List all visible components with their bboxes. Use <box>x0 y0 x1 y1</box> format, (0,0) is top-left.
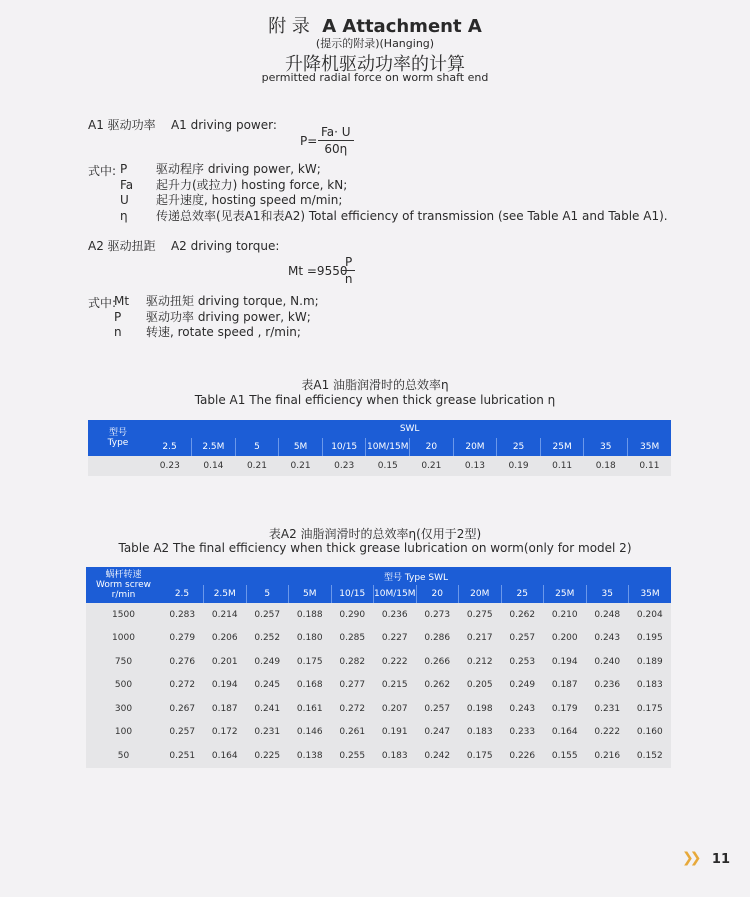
table-a1-col-header: 10M/15M <box>366 438 410 456</box>
table-a1-cell: 0.23 <box>322 456 366 476</box>
a1-formula-num: Fa· U <box>318 125 354 141</box>
table-a2-cell: 0.243 <box>586 627 629 651</box>
a1-formula-lhs: P= <box>300 134 318 148</box>
table-a1-col-header: 10/15 <box>322 438 366 456</box>
title-cn: 附 录 <box>268 16 310 37</box>
table-a2-col-header: 35M <box>629 585 672 603</box>
table-a2-cell: 0.257 <box>501 627 544 651</box>
a1-def: Fa 起升力(或拉力) hosting force, kN; <box>120 177 348 192</box>
a2-heading-cn: A2 驱动扭距 <box>88 239 156 253</box>
table-a2-cell: 0.273 <box>416 603 459 627</box>
table-a2-cell: 0.242 <box>416 744 459 768</box>
table-a2-cell: 0.241 <box>246 697 289 721</box>
table-a1-cell: 0.14 <box>192 456 236 476</box>
table-a1-cell: 0.18 <box>584 456 628 476</box>
table-a1-col-header: 5 <box>235 438 279 456</box>
table-row <box>86 650 671 674</box>
table-a1-cell: 0.11 <box>628 456 672 476</box>
table-a2-cell: 0.247 <box>416 721 459 745</box>
table-a2-cell: 0.175 <box>629 697 672 721</box>
table-a2-cell: 0.240 <box>586 650 629 674</box>
table-row <box>86 674 671 698</box>
table-a2-cell: 0.138 <box>289 744 332 768</box>
table-a2-cell: 0.200 <box>544 627 587 651</box>
table-row <box>86 627 671 651</box>
table-a2-cell: 0.205 <box>459 674 502 698</box>
table-a2-cell: 0.266 <box>416 650 459 674</box>
a1-def: η 传递总效率(见表A1和表A2) Total efficiency of transmission (see Table A1 and Table A1). <box>120 208 668 223</box>
table-a2-cell: 0.249 <box>501 674 544 698</box>
table-a2-cell: 0.253 <box>501 650 544 674</box>
table-a2-cell: 0.214 <box>204 603 247 627</box>
table-a1-cell: 0.23 <box>148 456 192 476</box>
table-row <box>86 603 671 627</box>
table-a2-col-header: 2.5M <box>204 585 247 603</box>
a2-formula-num: P <box>342 255 355 271</box>
table-a2-cell: 0.172 <box>204 721 247 745</box>
table-a2-cell: 0.195 <box>629 627 672 651</box>
table-a2-cell: 0.183 <box>374 744 417 768</box>
a1-def: P 驱动程序 driving power, kW; <box>120 162 321 176</box>
table-a1 <box>88 420 671 476</box>
table-a2-speed-cell: 750 <box>86 650 161 674</box>
table-a2-cell: 0.257 <box>246 603 289 627</box>
table-a2-cell: 0.164 <box>204 744 247 768</box>
table-a2-col-header: 25 <box>501 585 544 603</box>
a1-intro: 式中: <box>88 164 117 178</box>
table-a2-cell: 0.212 <box>459 650 502 674</box>
a2-intro: 式中: <box>88 296 117 310</box>
table-a2-cell: 0.290 <box>331 603 374 627</box>
table-a2-cell: 0.255 <box>331 744 374 768</box>
table-a2-cell: 0.175 <box>289 650 332 674</box>
table-a2-cell: 0.257 <box>161 721 204 745</box>
table-a2-cell: 0.279 <box>161 627 204 651</box>
a2-formula-lhs: Mt =9550 <box>288 264 348 278</box>
table-a2-cell: 0.189 <box>629 650 672 674</box>
subtitle: (提示的附录)(Hanging) <box>315 37 435 50</box>
table-a2-cell: 0.207 <box>374 697 417 721</box>
table-a2-cell: 0.272 <box>331 697 374 721</box>
a1-formula-den: 60η <box>324 142 348 156</box>
table-a1-caption-cn: 表A1 油脂润滑时的总效率η <box>301 378 449 392</box>
table-a2-cell: 0.180 <box>289 627 332 651</box>
table-a2-cell: 0.146 <box>289 721 332 745</box>
table-a2-cell: 0.191 <box>374 721 417 745</box>
a1-formula-fraction <box>318 125 354 156</box>
table-a2-cell: 0.283 <box>161 603 204 627</box>
table-a1-col-header: 20M <box>453 438 497 456</box>
calc-title: 升降机驱动功率的计算 <box>285 54 465 75</box>
table-a2-cell: 0.152 <box>629 744 672 768</box>
table-a2-cell: 0.168 <box>289 674 332 698</box>
table-row <box>86 744 671 768</box>
table-a2-cell: 0.231 <box>246 721 289 745</box>
table-a2-cell: 0.286 <box>416 627 459 651</box>
table-a2-cell: 0.231 <box>586 697 629 721</box>
table-a2-cell: 0.222 <box>374 650 417 674</box>
title-en: A Attachment A <box>322 16 482 37</box>
table-a1-caption-en: Table A1 The final efficiency when thick grease lubrication η <box>194 393 556 407</box>
table-a2-cell: 0.282 <box>331 650 374 674</box>
table-a2-cell: 0.267 <box>161 697 204 721</box>
table-a1-col-header: 25M <box>540 438 584 456</box>
a1-def: U 起升速度, hosting speed m/min; <box>120 193 343 207</box>
a2-heading <box>88 237 279 254</box>
table-a1-cell: 0.15 <box>366 456 410 476</box>
table-a2-cell: 0.251 <box>161 744 204 768</box>
table-a2-cell: 0.187 <box>544 674 587 698</box>
page-number: 11 <box>711 852 730 867</box>
table-a2-cell: 0.216 <box>586 744 629 768</box>
table-a2-cell: 0.161 <box>289 697 332 721</box>
table-a2-speed-cell: 500 <box>86 674 161 698</box>
table-a1-cell: 0.11 <box>540 456 584 476</box>
table-a2-cell: 0.262 <box>501 603 544 627</box>
table-a2-speed-cell: 1500 <box>86 603 161 627</box>
table-a2-cell: 0.236 <box>374 603 417 627</box>
table-a2-cell: 0.257 <box>416 697 459 721</box>
table-a2-cell: 0.245 <box>246 674 289 698</box>
table-a2 <box>86 567 671 768</box>
table-a2-cell: 0.272 <box>161 674 204 698</box>
table-a2-cell: 0.233 <box>501 721 544 745</box>
table-a2-cell: 0.276 <box>161 650 204 674</box>
table-a2-col-header: 10M/15M <box>374 585 417 603</box>
table-a2-cell: 0.249 <box>246 650 289 674</box>
table-a2-cell: 0.217 <box>459 627 502 651</box>
table-a2-cell: 0.248 <box>586 603 629 627</box>
a2-heading-en: A2 driving torque: <box>170 239 280 253</box>
table-a2-cell: 0.175 <box>459 744 502 768</box>
table-a2-cell: 0.206 <box>204 627 247 651</box>
a2-formula-den: n <box>344 272 353 286</box>
table-a2-cell: 0.227 <box>374 627 417 651</box>
a2-def: P 驱动功率 driving power, kW; <box>114 309 311 324</box>
table-a2-col-header: 5 <box>246 585 289 603</box>
table-a1-type-label: 型号 Type <box>88 420 148 456</box>
table-a1-empty-cell <box>88 456 148 476</box>
table-a2-cell: 0.183 <box>629 674 672 698</box>
table-a2-speed-cell: 100 <box>86 721 161 745</box>
table-a2-cell: 0.285 <box>331 627 374 651</box>
table-a2-caption-en: Table A2 The final efficiency when thick grease lubrication on worm(only for model 2) <box>118 541 632 555</box>
table-a2-col-header: 20 <box>416 585 459 603</box>
table-a1-col-header: 35M <box>628 438 672 456</box>
table-a1-cell: 0.19 <box>497 456 541 476</box>
table-a2-cell: 0.187 <box>204 697 247 721</box>
table-a1-cell: 0.13 <box>453 456 497 476</box>
table-a2-group-header: 型号 Type SWL <box>161 567 671 585</box>
table-a2-col-header: 20M <box>459 585 502 603</box>
table-a2-speed-cell: 50 <box>86 744 161 768</box>
table-a2-cell: 0.222 <box>586 721 629 745</box>
a1-heading-en: A1 driving power: <box>170 118 277 132</box>
table-a2-cell: 0.198 <box>459 697 502 721</box>
a2-formula-fraction <box>342 255 355 286</box>
a1-heading <box>88 116 277 133</box>
table-a2-col-header: 10/15 <box>331 585 374 603</box>
table-a2-caption-cn: 表A2 油脂润滑时的总效率η(仅用于2型) <box>268 527 482 541</box>
table-a1-col-header: 5M <box>279 438 323 456</box>
table-a2-cell: 0.225 <box>246 744 289 768</box>
table-a2-cell: 0.262 <box>416 674 459 698</box>
table-a2-cell: 0.164 <box>544 721 587 745</box>
table-row <box>86 721 671 745</box>
table-a2-col-header: 25M <box>544 585 587 603</box>
table-a2-speed-cell: 1000 <box>86 627 161 651</box>
table-a1-col-header: 25 <box>497 438 541 456</box>
table-a2-cell: 0.194 <box>544 650 587 674</box>
calc-subtitle: permitted radial force on worm shaft end <box>261 71 489 84</box>
table-a1-cell: 0.21 <box>235 456 279 476</box>
a1-heading-cn: A1 驱动功率 <box>88 118 156 132</box>
table-a1-col-header: 20 <box>410 438 454 456</box>
a2-def: n 转速, rotate speed , r/min; <box>114 325 301 339</box>
table-row <box>86 697 671 721</box>
table-a2-cell: 0.277 <box>331 674 374 698</box>
table-a2-col-header: 2.5 <box>161 585 204 603</box>
table-a2-cell: 0.188 <box>289 603 332 627</box>
table-a2-cell: 0.252 <box>246 627 289 651</box>
table-a2-col-header: 35 <box>586 585 629 603</box>
table-a2-cell: 0.201 <box>204 650 247 674</box>
table-a2-speed-cell: 300 <box>86 697 161 721</box>
table-a2-cell: 0.204 <box>629 603 672 627</box>
table-a1-group-header: SWL <box>148 420 671 438</box>
table-a2-cell: 0.275 <box>459 603 502 627</box>
a2-def: Mt 驱动扭矩 driving torque, N.m; <box>114 294 319 308</box>
table-a2-cell: 0.210 <box>544 603 587 627</box>
table-a2-cell: 0.155 <box>544 744 587 768</box>
table-a1-col-header: 2.5M <box>192 438 236 456</box>
table-a2-cell: 0.236 <box>586 674 629 698</box>
table-a2-col-header: 5M <box>289 585 332 603</box>
table-a1-cell: 0.21 <box>410 456 454 476</box>
a1-defs <box>120 162 668 224</box>
table-a2-cell: 0.160 <box>629 721 672 745</box>
table-a1-col-header: 2.5 <box>148 438 192 456</box>
table-a2-cell: 0.194 <box>204 674 247 698</box>
table-a2-cell: 0.261 <box>331 721 374 745</box>
table-a2-cell: 0.226 <box>501 744 544 768</box>
table-a2-cell: 0.179 <box>544 697 587 721</box>
table-a2-cell: 0.243 <box>501 697 544 721</box>
table-a2-cell: 0.183 <box>459 721 502 745</box>
double-chevron-right-icon: ❯❯ <box>682 850 698 866</box>
table-a2-speed-label: 蜗杆转速 Worm screw r/min <box>86 567 161 603</box>
table-a1-cell: 0.21 <box>279 456 323 476</box>
table-a1-col-header: 35 <box>584 438 628 456</box>
table-a2-cell: 0.215 <box>374 674 417 698</box>
a2-defs <box>114 294 319 341</box>
